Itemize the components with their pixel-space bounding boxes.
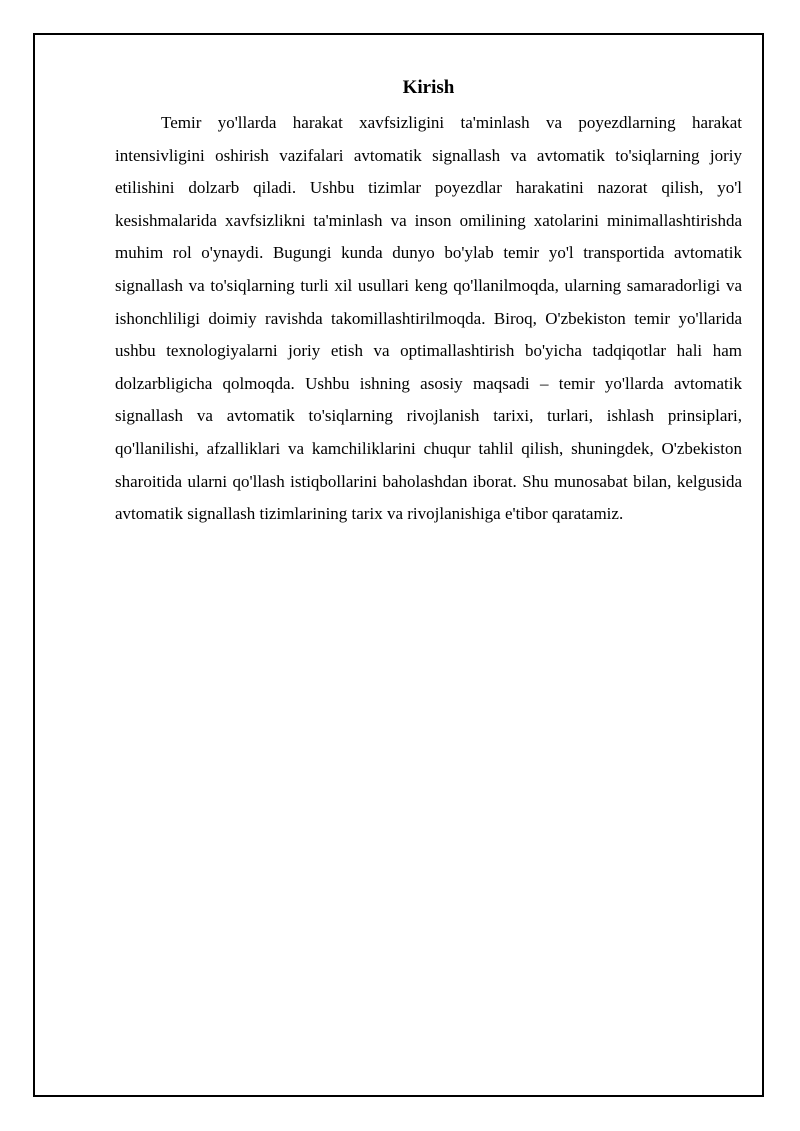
intro-paragraph: Temir yo'llarda harakat xavfsizligini ta'minlash va poyezdlarning harakat intensivligini oshirish vazifalari avtomatik signallash va avtomatik to'siqlarning joriy etilishini dolzarb qiladi. Ushbu tizimlar poyezdlar harakatini nazorat qilish, yo'l kesishmalarida xavfsizlikni ta'minlash va inson omilining xatolarini minimallashtirishda muhim rol o'ynaydi. Bugungi kunda dunyo bo'ylab temir yo'l transportida avtomatik signallash va to'siqlarning turli xil usullari keng qo'llanilmoqda, ularning samaradorligi va ishonchliligi doimiy ravishda takomillashtirilmoqda. Biroq, O'zbekiston temir yo'llarida ushbu texnologiyalarni joriy etish va optimallashtirish bo'yicha tadqiqotlar hali ham dolzarbligicha qolmoqda. Ushbu ishning asosiy maqsadi – temir yo'llarda avtomatik signallash va avtomatik to'siqlarning rivojlanish tarixi, turlari, ishlash prinsiplari, qo'llanilishi, afzalliklari va kamchiliklarini chuqur tahlil qilish, shuningdek, O'zbekiston sharoitida ularni qo'llash istiqbollarini baholashdan iborat. Shu munosabat bilan, kelgusida avtomatik signallash tizimlarining tarix va rivojlanishiga e'tibor qaratamiz. bbox=[115, 113, 742, 524]
section-title: Kirish bbox=[402, 77, 455, 98]
document-body bbox=[115, 75, 742, 531]
